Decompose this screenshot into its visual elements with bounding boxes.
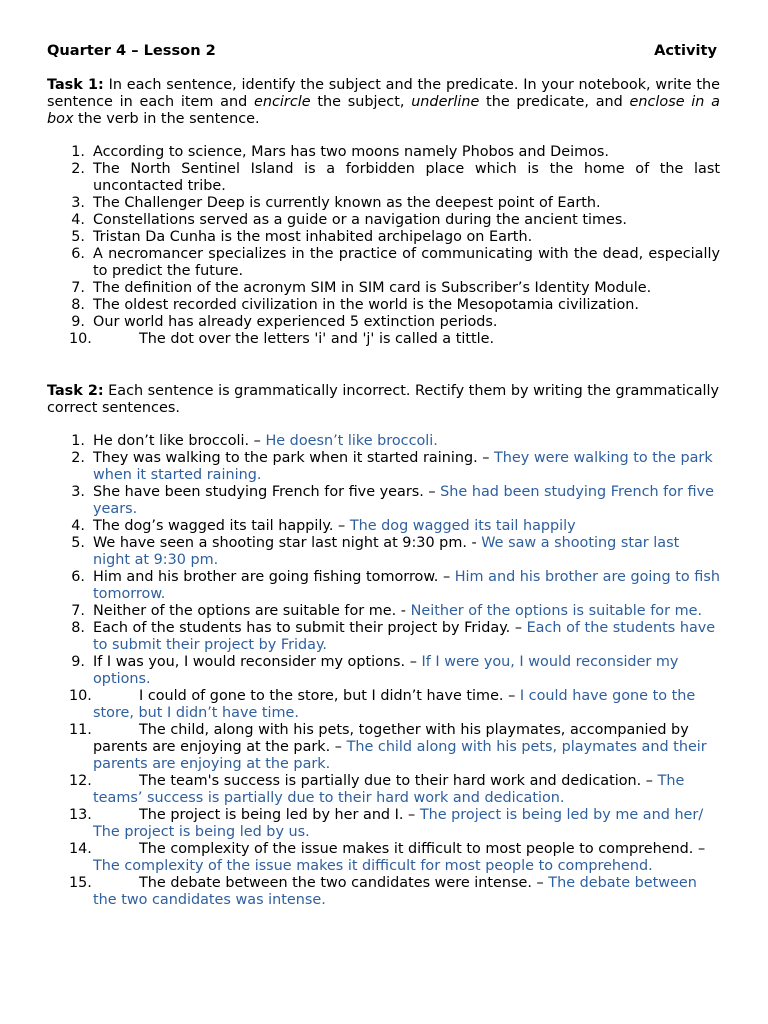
item-sentence: We have seen a shooting star last night at 9:30 pm. -: [93, 535, 482, 551]
item-sentence: Each of the students has to submit their project by Friday. –: [93, 620, 527, 636]
item-correct-answer: If I were you, I would reconsider my options.: [93, 654, 679, 687]
item-sentence: The definition of the acronym SIM in SIM card is Subscriber’s Identity Module.: [93, 280, 652, 296]
item-number: 9.: [71, 654, 85, 670]
list-item: [47, 569, 720, 603]
list-item: [47, 212, 720, 229]
list-item: [47, 654, 720, 688]
page-header: [47, 42, 717, 59]
item-number: 12.: [69, 773, 92, 789]
item-number: 9.: [71, 314, 85, 330]
item-number: 11.: [69, 722, 92, 738]
list-item: [47, 535, 720, 569]
item-sentence: The project is being led by her and I. –: [139, 807, 420, 823]
task1-intro-text: the verb in the sentence.: [73, 111, 260, 127]
item-sentence: Constellations served as a guide or a navigation during the ancient times.: [93, 212, 627, 228]
task1-intro-text: the predicate, and: [479, 94, 630, 110]
task1-intro-text: the subject,: [310, 94, 412, 110]
item-sentence: Him and his brother are going fishing tomorrow. –: [93, 569, 455, 585]
item-number: 8.: [71, 297, 85, 313]
item-sentence: Neither of the options are suitable for me. -: [93, 603, 411, 619]
task1-intro-text: In each sentence, identify the subject and the predicate. In your notebook, write the sentence in each item and: [47, 77, 720, 110]
list-item: [47, 807, 720, 841]
item-number: 14.: [69, 841, 92, 857]
list-item: [47, 722, 720, 773]
list-item: [47, 484, 720, 518]
list-item: [47, 280, 720, 297]
item-correct-answer: The teams’ success is partially due to their hard work and dedication.: [93, 773, 685, 806]
item-number: 13.: [69, 807, 92, 823]
item-correct-answer: He doesn’t like broccoli.: [265, 433, 438, 449]
list-item: [47, 161, 720, 195]
list-item: [47, 246, 720, 280]
header-activity-label: Activity: [654, 42, 717, 59]
task1-emphasis-box: enclose in a box: [47, 94, 720, 127]
task2-instructions: [47, 383, 720, 417]
item-sentence: The debate between the two candidates were intense. –: [139, 875, 549, 891]
item-sentence: She have been studying French for five years. –: [93, 484, 441, 500]
item-sentence: Our world has already experienced 5 extinction periods.: [93, 314, 498, 330]
item-sentence: The dog’s wagged its tail happily. –: [93, 518, 350, 534]
task1-label: Task 1:: [47, 77, 104, 93]
item-sentence: He don’t like broccoli. –: [93, 433, 266, 449]
item-number: 6.: [71, 569, 85, 585]
item-sentence: The complexity of the issue makes it difficult to most people to comprehend. –: [139, 841, 706, 857]
item-number: 3.: [71, 195, 85, 211]
list-item: [47, 518, 720, 535]
item-sentence: The dot over the letters 'i' and 'j' is called a tittle.: [139, 331, 495, 347]
item-correct-answer: The project is being led by me and her/ The project is being led by us.: [93, 807, 704, 840]
item-correct-answer: I could have gone to the store, but I didn’t have time.: [93, 688, 696, 721]
list-item: [47, 773, 720, 807]
item-number: 6.: [71, 246, 85, 262]
item-number: 4.: [71, 518, 85, 534]
item-number: 1.: [71, 144, 85, 160]
task1-emphasis-encircle: encircle: [254, 94, 311, 110]
list-item: [47, 314, 720, 331]
list-item: [47, 195, 720, 212]
item-correct-answer: The complexity of the issue makes it difficult for most people to comprehend.: [93, 858, 653, 874]
item-sentence: According to science, Mars has two moons namely Phobos and Deimos.: [93, 144, 609, 160]
task2-sentence-list: [47, 433, 720, 909]
item-sentence: Tristan Da Cunha is the most inhabited archipelago on Earth.: [93, 229, 533, 245]
item-sentence: The Challenger Deep is currently known as the deepest point of Earth.: [93, 195, 601, 211]
item-number: 15.: [69, 875, 92, 891]
item-correct-answer: The child along with his pets, playmates and their parents are enjoying at the park.: [93, 739, 707, 772]
item-number: 1.: [71, 433, 85, 449]
task1-instructions: [47, 77, 720, 128]
task1-emphasis-underline: underline: [411, 94, 480, 110]
list-item: [47, 144, 720, 161]
item-number: 5.: [71, 535, 85, 551]
item-correct-answer: They were walking to the park when it started raining.: [93, 450, 713, 483]
list-item: [47, 603, 720, 620]
list-item: [47, 688, 720, 722]
header-lesson-title: Quarter 4 – Lesson 2: [47, 42, 216, 59]
item-correct-answer: The debate between the two candidates was intense.: [93, 875, 697, 908]
item-number: 2.: [71, 450, 85, 466]
item-correct-answer: Each of the students have to submit their project by Friday.: [93, 620, 716, 653]
task1-sentence-list: [47, 144, 720, 348]
list-item: [47, 841, 720, 875]
list-item: [47, 229, 720, 246]
list-item: [47, 331, 720, 348]
item-number: 8.: [71, 620, 85, 636]
task2-label: Task 2:: [47, 383, 104, 399]
item-sentence: A necromancer specializes in the practice of communicating with the dead, especially to predict the future.: [93, 246, 720, 279]
list-item: [47, 620, 720, 654]
item-number: 7.: [71, 280, 85, 296]
item-correct-answer: The dog wagged its tail happily: [349, 518, 576, 534]
item-number: 7.: [71, 603, 85, 619]
item-sentence: The North Sentinel Island is a forbidden place which is the home of the last uncontacted tribe.: [93, 161, 720, 194]
list-item: [47, 450, 720, 484]
item-sentence: I could of gone to the store, but I didn’t have time. –: [139, 688, 520, 704]
item-number: 2.: [71, 161, 85, 177]
item-correct-answer: Neither of the options is suitable for me.: [410, 603, 703, 619]
item-correct-answer: She had been studying French for five years.: [93, 484, 714, 517]
item-number: 10.: [69, 331, 92, 347]
task2-intro-text: Each sentence is grammatically incorrect. Rectify them by writing the grammatically correct sentences.: [47, 383, 720, 416]
item-correct-answer: Him and his brother are going to fish tomorrow.: [93, 569, 720, 602]
item-number: 5.: [71, 229, 85, 245]
item-sentence: If I was you, I would reconsider my options. –: [93, 654, 422, 670]
item-sentence: They was walking to the park when it started raining. –: [93, 450, 495, 466]
item-sentence: The team's success is partially due to their hard work and dedication. –: [139, 773, 658, 789]
list-item: [47, 433, 720, 450]
item-correct-answer: We saw a shooting star last night at 9:30 pm.: [93, 535, 680, 568]
list-item: [47, 875, 720, 909]
item-number: 4.: [71, 212, 85, 228]
item-number: 10.: [69, 688, 92, 704]
item-number: 3.: [71, 484, 85, 500]
list-item: [47, 297, 720, 314]
item-sentence: The child, along with his pets, together with his playmates, accompanied by parents are enjoying at the park. –: [93, 722, 689, 755]
item-sentence: The oldest recorded civilization in the world is the Mesopotamia civilization.: [93, 297, 639, 313]
